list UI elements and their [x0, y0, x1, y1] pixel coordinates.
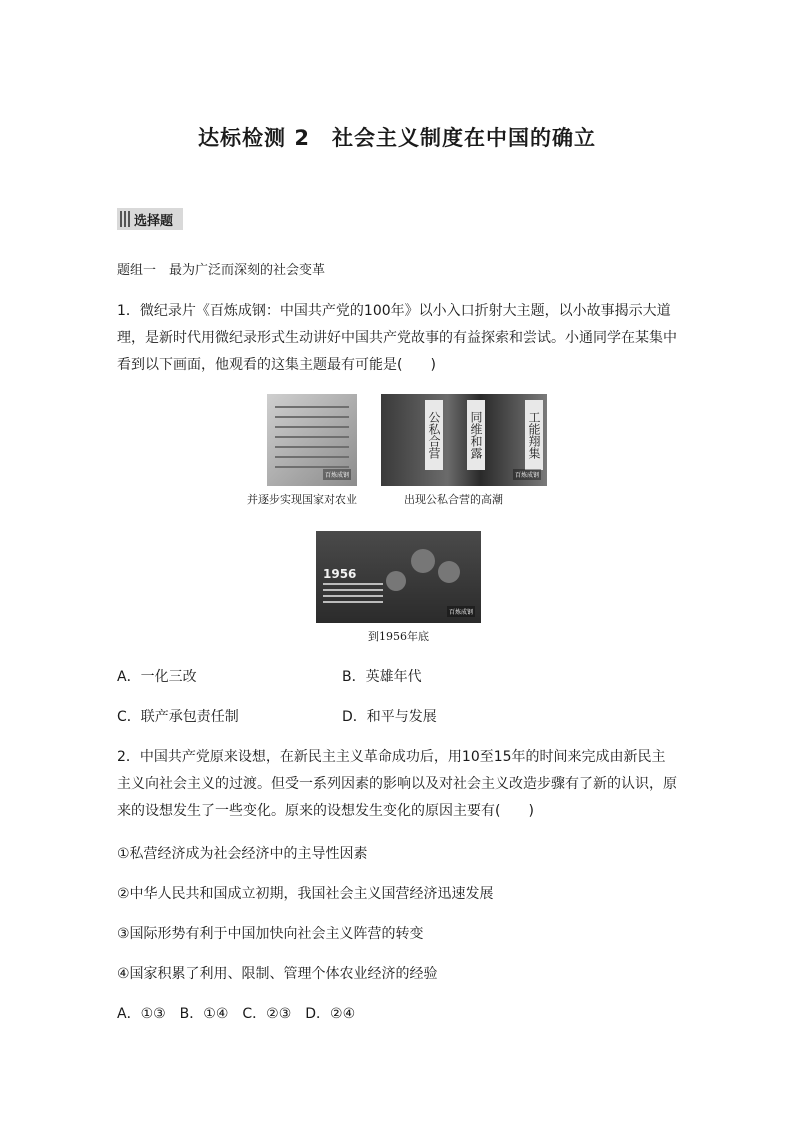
- caption-1: 并逐步实现国家对农业: [247, 493, 357, 506]
- section-tag: [117, 208, 183, 230]
- option-a: A．一化三改: [117, 669, 197, 685]
- statement-2: ②中华人民共和国成立初期，我国社会主义国营经济迅速发展: [117, 886, 494, 902]
- statement-4: ④国家积累了利用、限制、管理个体农业经济的经验: [117, 966, 438, 982]
- figure-brand: 百炼成钢: [447, 606, 475, 617]
- figure-banners: [381, 394, 547, 486]
- figure-newspaper: [267, 394, 357, 486]
- statement-1: ①私营经济成为社会经济中的主导性因素: [117, 846, 368, 862]
- figure-crowd: [316, 531, 481, 623]
- banner-3: 工能翔集: [525, 400, 543, 470]
- group-title: 题组一 最为广泛而深刻的社会变革: [117, 263, 326, 278]
- section-tag-label: 选择题: [134, 213, 174, 229]
- banner-2: 同维和露: [467, 400, 485, 470]
- question-2-options: A．①③ B．①④ C．②③ D．②④: [117, 1006, 356, 1022]
- statement-3: ③国际形势有利于中国加快向社会主义阵营的转变: [117, 926, 424, 942]
- option-d: D．和平与发展: [342, 709, 437, 725]
- figure-brand: 百炼成钢: [323, 469, 351, 480]
- banner-1: 公私合营: [425, 400, 443, 470]
- question-2-stem: 2．中国共产党原来设想，在新民主主义革命成功后，用10至15年的时间来完成由新民主主义向社会主义的过渡。但受一系列因素的影响以及对社会主义改造步骤有了新的认识，原来的设想发生了一些变化。原来的设想发生变化的原因主要有( ): [117, 749, 677, 819]
- figure-brand: 百炼成钢: [513, 469, 541, 480]
- option-b: B．英雄年代: [342, 669, 422, 685]
- page-title: 达标检测 2 社会主义制度在中国的确立: [198, 126, 596, 150]
- figure-year: 1956: [323, 567, 357, 581]
- option-c: C．联产承包责任制: [117, 709, 239, 725]
- caption-2: 出现公私合营的高潮: [404, 493, 503, 506]
- caption-3: 到1956年底: [368, 630, 429, 643]
- question-1-stem: 1．微纪录片《百炼成钢：中国共产党的100年》以小入口折射大主题，以小故事揭示大道理，是新时代用微纪录形式生动讲好中国共产党故事的有益探索和尝试。小通同学在某集中看到以下画面，他观看的这集主题最有可能是( ): [117, 303, 677, 373]
- section-tag-bars: [120, 211, 130, 227]
